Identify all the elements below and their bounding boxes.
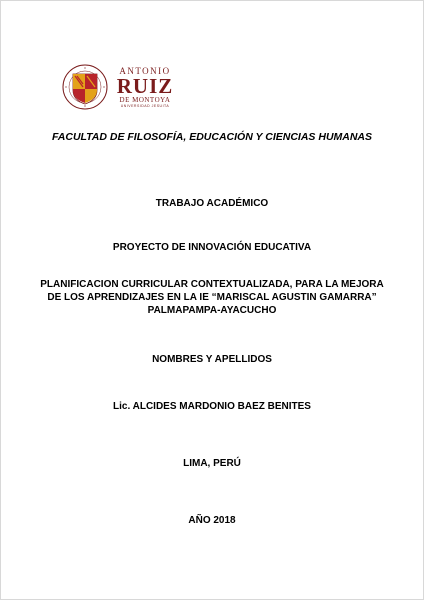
project-type: PROYECTO DE INNOVACIÓN EDUCATIVA <box>112 242 312 253</box>
logo-tagline: UNIVERSIDAD JESUITA <box>120 104 170 108</box>
faculty-name: FACULTAD DE FILOSOFÍA, EDUCACIÓN Y CIENCIAS HUMANAS <box>51 131 373 143</box>
crest-icon <box>62 64 108 110</box>
logo-wordmark <box>108 67 182 109</box>
author-name: Lic. ALCIDES MARDONIO BAEZ BENITES <box>113 401 311 412</box>
year: AÑO 2018 <box>188 515 236 526</box>
logo-main-text: RUIZ <box>116 74 174 98</box>
place: LIMA, PERÚ <box>183 458 241 469</box>
university-logo <box>62 64 182 114</box>
logo-sub-text: DE MONTOYA <box>119 96 171 104</box>
work-type: TRABAJO ACADÉMICO <box>155 198 269 209</box>
document-title: PLANIFICACION CURRICULAR CONTEXTUALIZADA, PARA LA MEJORA DE LOS APRENDIZAJES EN LA IE “MARISCAL AGUSTIN GAMARRA” PALMAPAMPA-AYACUCHO <box>40 279 384 316</box>
names-label: NOMBRES Y APELLIDOS <box>152 354 272 365</box>
logo-top-text: ANTONIO <box>119 66 171 76</box>
